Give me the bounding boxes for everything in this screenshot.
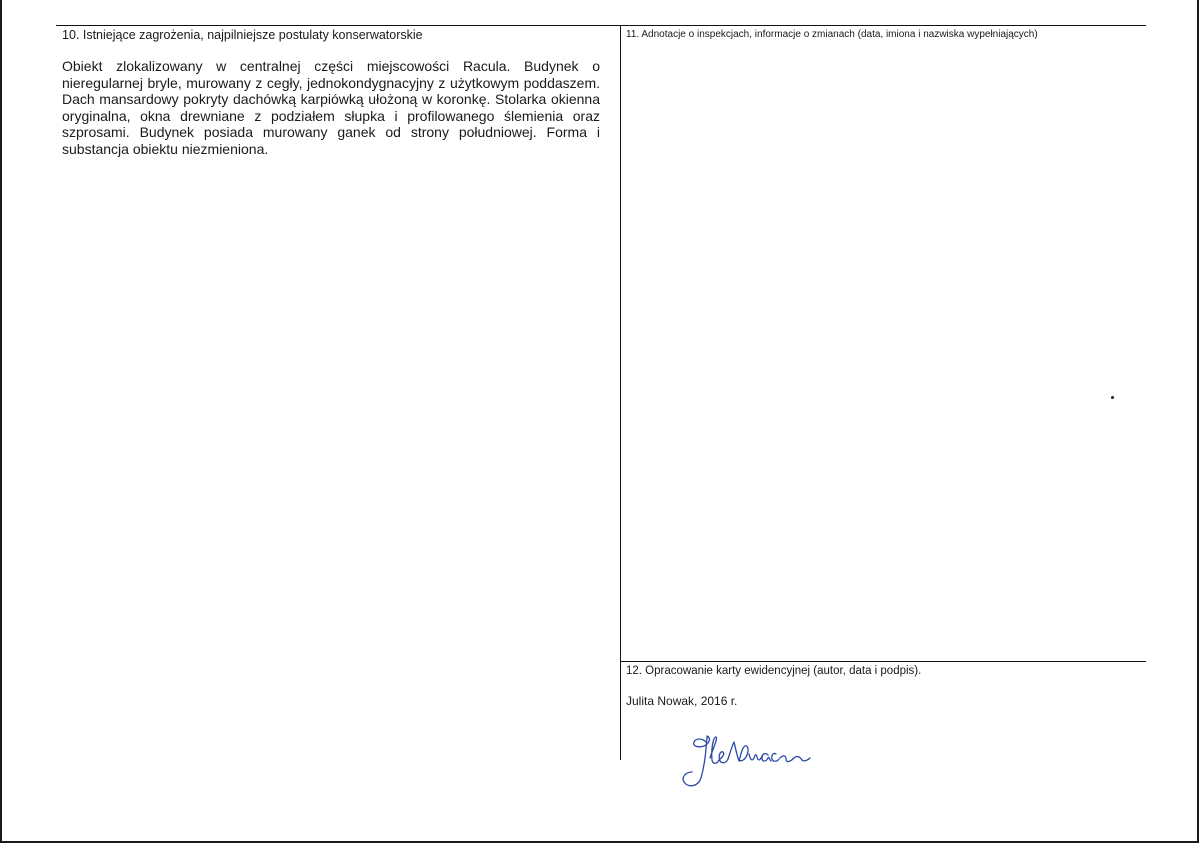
top-rule [56,25,1146,26]
author-date: Julita Nowak, 2016 r. [626,694,738,708]
scan-edge-left [0,0,2,843]
section-10-description: Obiekt zlokalizowany w centralnej części miejscowości Racula. Budynek o nieregularnej bryle, murowany z cegły, jednokondygnacyjny z użytkowym poddaszem. Dach mansardowy pokryty dachówką karpiówką ułożoną w koronkę. Stolarka okienna oryginalna, okna drewniane z podziałem słupka i profilowanego ślemienia oraz szprosami. Budynek posiada murowany ganek od strony południowej. Forma i substancja obiektu niezmieniona. [62,58,600,157]
section-12-heading: 12. Opracowanie karty ewidencyjnej (autor, data i podpis). [626,665,922,677]
section-10-heading: 10. Istniejące zagrożenia, najpilniejsze postulaty konserwatorskie [62,28,423,42]
handwritten-signature [676,728,822,790]
column-divider [620,25,621,760]
section-11-heading: 11. Adnotacje o inspekcjach, informacje o zmianach (data, imiona i nazwiska wypełniających) [626,29,1038,40]
section-12-rule [620,661,1146,662]
scan-speck [1111,396,1114,399]
